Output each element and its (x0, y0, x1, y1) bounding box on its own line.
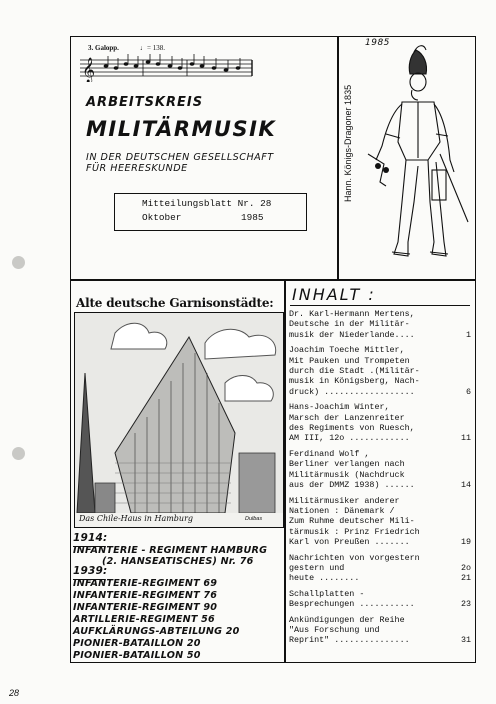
org-title-line1: ARBEITSKREIS (86, 95, 204, 110)
photo-frame (74, 312, 284, 528)
issue-number: Mitteilungsblatt Nr. 28 (142, 198, 272, 209)
toc-entry (289, 553, 471, 584)
toc-entry (289, 449, 471, 491)
unit-1939-2: INFANTERIE-REGIMENT 76 (73, 590, 218, 601)
toc-entry-page: 1 (465, 329, 471, 340)
unit-1939-4: ARTILLERIE-REGIMENT 56 (73, 614, 215, 625)
issue-month: Oktober (142, 212, 182, 223)
toc-entry (289, 402, 471, 444)
org-title-line4: FÜR HEERESKUNDE (86, 163, 188, 174)
illustration-left-border (337, 36, 339, 279)
toc-heading: INHALT : (292, 285, 376, 304)
issue-year: 1985 (241, 212, 264, 223)
unit-1939-5: AUFKLÄRUNGS-ABTEILUNG 20 (73, 626, 240, 637)
unit-1939-3: INFANTERIE-REGIMENT 90 (73, 602, 218, 613)
music-metronome: ♩= 138. (140, 44, 165, 52)
music-staff (80, 54, 254, 82)
toc-entry (289, 345, 471, 397)
punch-hole-top (12, 256, 25, 269)
org-title-line2: MILITÄRMUSIK (86, 117, 277, 141)
toc-entry-page: 2o 21 (460, 562, 471, 584)
photo-signature: Dulbas (245, 516, 263, 522)
toc-entry-page: 19 (460, 537, 471, 548)
toc-entry (289, 615, 471, 646)
toc-entry-text: Schallplatten - Besprechungen ........... (289, 588, 415, 610)
toc-entry-page: 6 (465, 386, 471, 397)
garrison-year-1939: 1939: (73, 565, 108, 577)
unit-1914-2: (2. HANSEATISCHES) Nr. 76 (102, 556, 254, 567)
toc-list (289, 309, 471, 651)
photo-caption: Das Chile-Haus in Hamburg (79, 514, 194, 523)
toc-heading-underline (290, 305, 470, 306)
toc-entry-page: 11 (460, 433, 471, 444)
page-number: 28 (9, 688, 20, 698)
toc-entry (289, 496, 471, 548)
garrison-heading: Alte deutsche Garnisonstädte: (76, 296, 274, 310)
punch-hole-bottom (12, 447, 25, 460)
illustration-caption: Hann. Königs-Dragoner 1835 (343, 84, 353, 202)
illustration-year-mark: 1985 (365, 38, 390, 48)
header-divider (70, 279, 476, 281)
toc-entry-text: Hans-Joachim Winter, Marsch der Lanzenreiter des Regiments von Ruesch, AM III, 12o ............ (289, 402, 415, 444)
unit-1939-1: INFANTERIE-REGIMENT 69 (73, 578, 218, 589)
toc-entry-page: 14 (460, 480, 471, 491)
toc-entry (289, 589, 471, 610)
unit-1914-1: INFANTERIE - REGIMENT HAMBURG (73, 545, 268, 556)
toc-entry-text: Joachim Toeche Mittler, Mit Pauken und Trompeten durch die Stadt .(Militär- musik in Königsberg, Nach- druck) .................. (289, 345, 420, 397)
toc-entry-text: Militärmusiker anderer Nationen : Dänemark / Zum Ruhme deutscher Mili- tärmusik : Prinz Friedrich Karl von Preußen ....... (289, 495, 420, 548)
music-tempo-label: 3. Galopp. (88, 44, 119, 52)
dragoon-illustration (356, 42, 474, 267)
toc-entry-text: Nachrichten von vorgestern gestern und heute ........ (289, 552, 420, 584)
chile-haus-illustration (75, 313, 283, 513)
toc-entry-text: Ferdinand Wolf , Berliner verlangen nach Militärmusik (Nachdruck aus der DMMZ 1938) ...... (289, 448, 415, 491)
unit-1939-7: PIONIER-BATAILLON 50 (73, 650, 201, 661)
toc-entry-text: Ankündigungen der Reihe "Aus Forschung und Reprint" ............... (289, 614, 410, 646)
svg-text:𝄞: 𝄞 (82, 58, 96, 82)
unit-1939-6: PIONIER-BATAILLON 20 (73, 638, 201, 649)
garrison-year-1914: 1914: (73, 532, 108, 544)
toc-entry-text: Dr. Karl-Hermann Mertens, Deutsche in der Militär- musik der Niederlande.... (289, 309, 415, 340)
toc-entry-page: 23 (460, 599, 471, 610)
toc-entry (289, 309, 471, 340)
toc-left-border (284, 279, 286, 663)
org-title-line3: IN DER DEUTSCHEN GESELLSCHAFT (86, 152, 274, 163)
toc-entry-page: 31 (460, 635, 471, 646)
